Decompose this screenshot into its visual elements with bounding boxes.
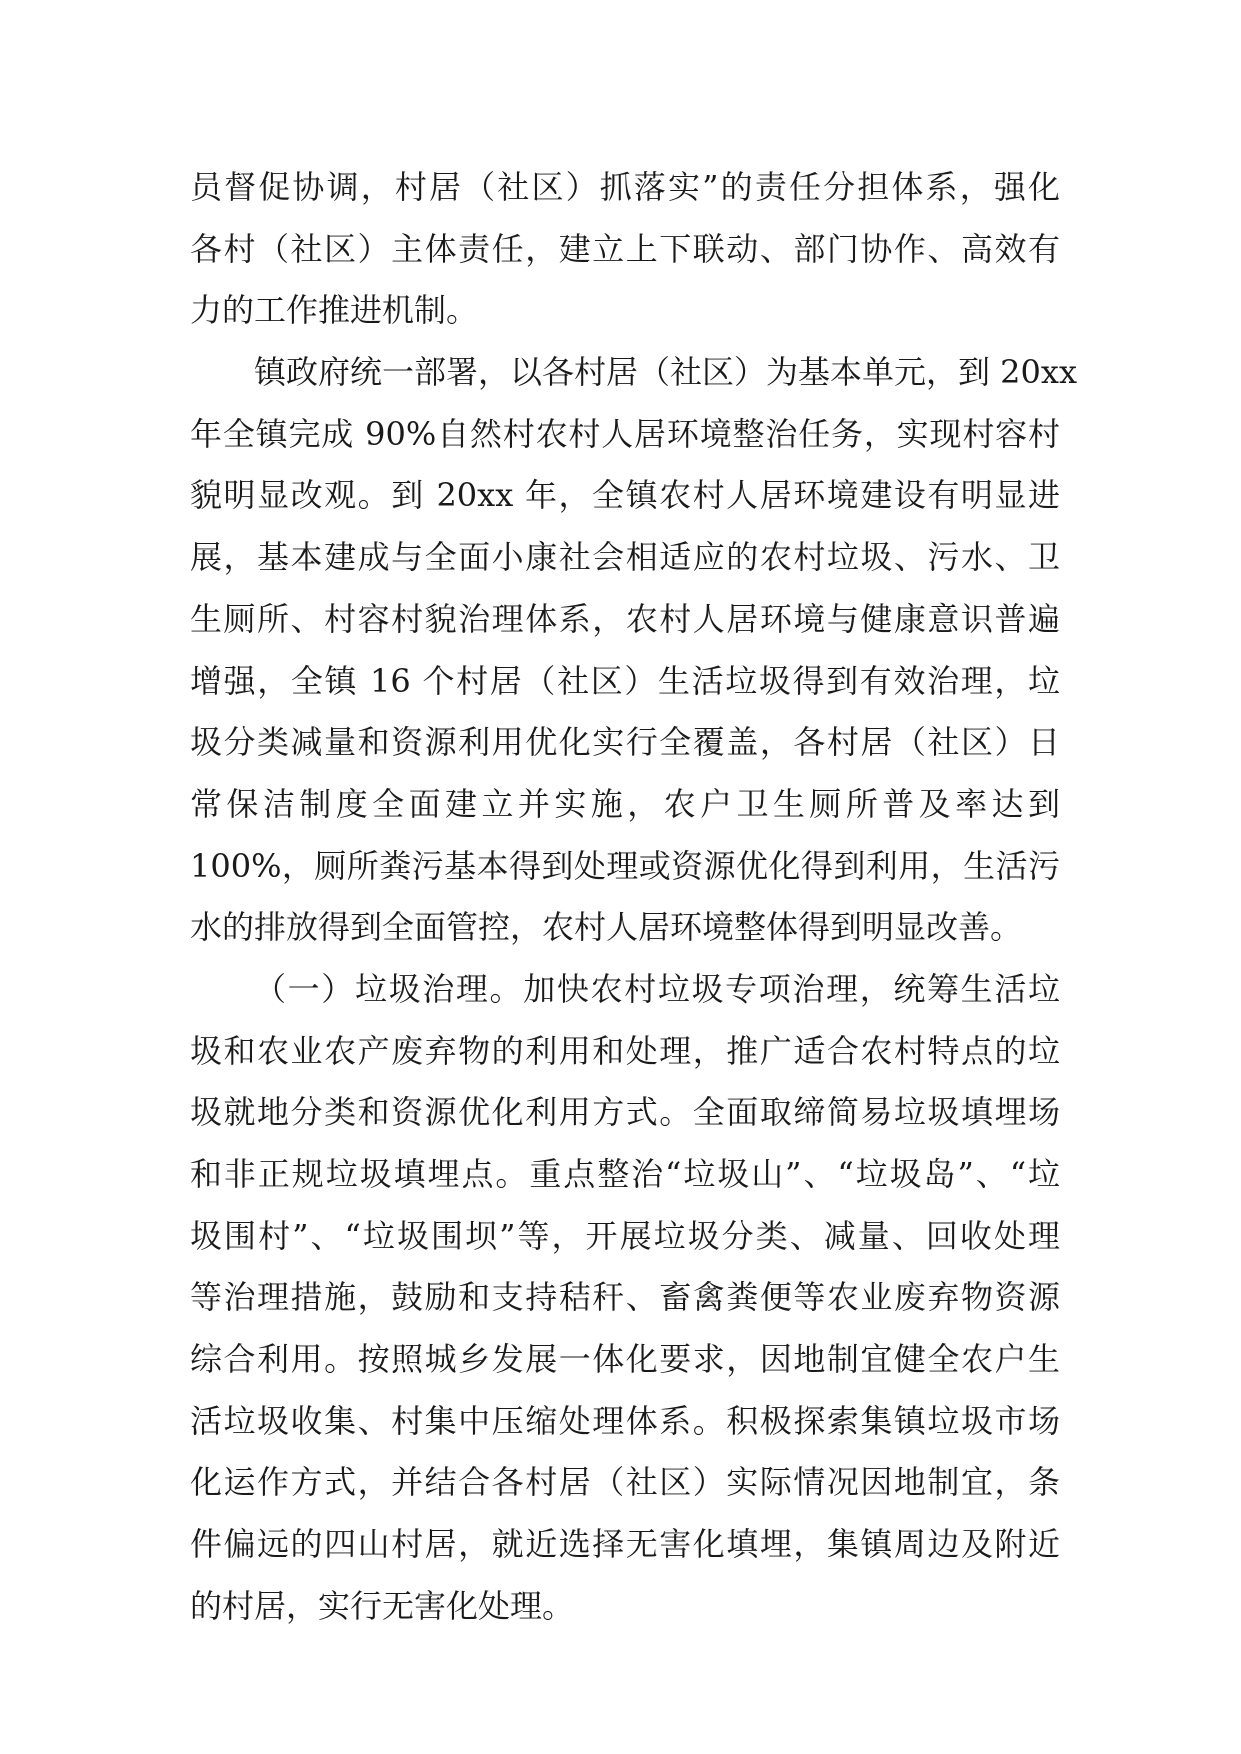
text-line: 员督促协调，村居（社区）抓落实”的责任分担体系，强化: [190, 168, 1060, 206]
text-line: （一）垃圾治理。加快农村垃圾专项治理，统筹生活垃: [254, 969, 1060, 1008]
text-line: 件偏远的四山村居，就近选择无害化填埋，集镇周边及附近: [190, 1525, 1060, 1564]
text-line: 圾和农业农产废弃物的利用和处理，推广适合农村特点的垃: [190, 1031, 1060, 1070]
text-line: 100%，厕所粪污基本得到处理或资源优化得到利用，生活污: [190, 846, 1060, 885]
document-body: [190, 157, 1077, 1638]
text-line: 镇政府统一部署，以各村居（社区）为基本单元，到 20xx: [254, 353, 1077, 392]
text-line: 水的排放得到全面管控，农村人居环境整体得到明显改善。: [190, 908, 1023, 947]
text-line: 活垃圾收集、村集中压缩处理体系。积极探索集镇垃圾市场: [190, 1401, 1060, 1440]
text-line: 圾就地分类和资源优化利用方式。全面取缔简易垃圾填埋场: [190, 1093, 1060, 1132]
text-line: 各村（社区）主体责任，建立上下联动、部门协作、高效有: [190, 229, 1060, 268]
text-line: 年全镇完成 90%自然村农村人居环境整治任务，实现村容村: [190, 414, 1060, 453]
text-line: 增强，全镇 16 个村居（社区）生活垃圾得到有效治理，垃: [190, 661, 1060, 700]
text-line: 力的工作推进机制。: [190, 291, 479, 330]
text-line: 的村居，实行无害化处理。: [190, 1586, 575, 1625]
text-line: 圾分类减量和资源利用优化实行全覆盖，各村居（社区）日: [190, 723, 1060, 762]
text-line: 貌明显改观。到 20xx 年，全镇农村人居环境建设有明显进: [190, 476, 1060, 515]
text-line: 展，基本建成与全面小康社会相适应的农村垃圾、污水、卫: [190, 538, 1060, 577]
text-line: 化运作方式，并结合各村居（社区）实际情况因地制宜，条: [190, 1463, 1060, 1502]
text-line: 生厕所、村容村貌治理体系，农村人居环境与健康意识普遍: [190, 599, 1060, 638]
text-line: 常保洁制度全面建立并实施，农户卫生厕所普及率达到: [190, 784, 1060, 823]
text-line: 圾围村”、“垃圾围坝”等，开展垃圾分类、减量、回收处理: [190, 1216, 1060, 1255]
text-line: 和非正规垃圾填埋点。重点整治“垃圾山”、“垃圾岛”、“垃: [190, 1155, 1060, 1193]
text-line: 等治理措施，鼓励和支持秸秆、畜禽粪便等农业废弃物资源: [190, 1278, 1060, 1317]
text-line: 综合利用。按照城乡发展一体化要求，因地制宜健全农户生: [190, 1340, 1060, 1379]
